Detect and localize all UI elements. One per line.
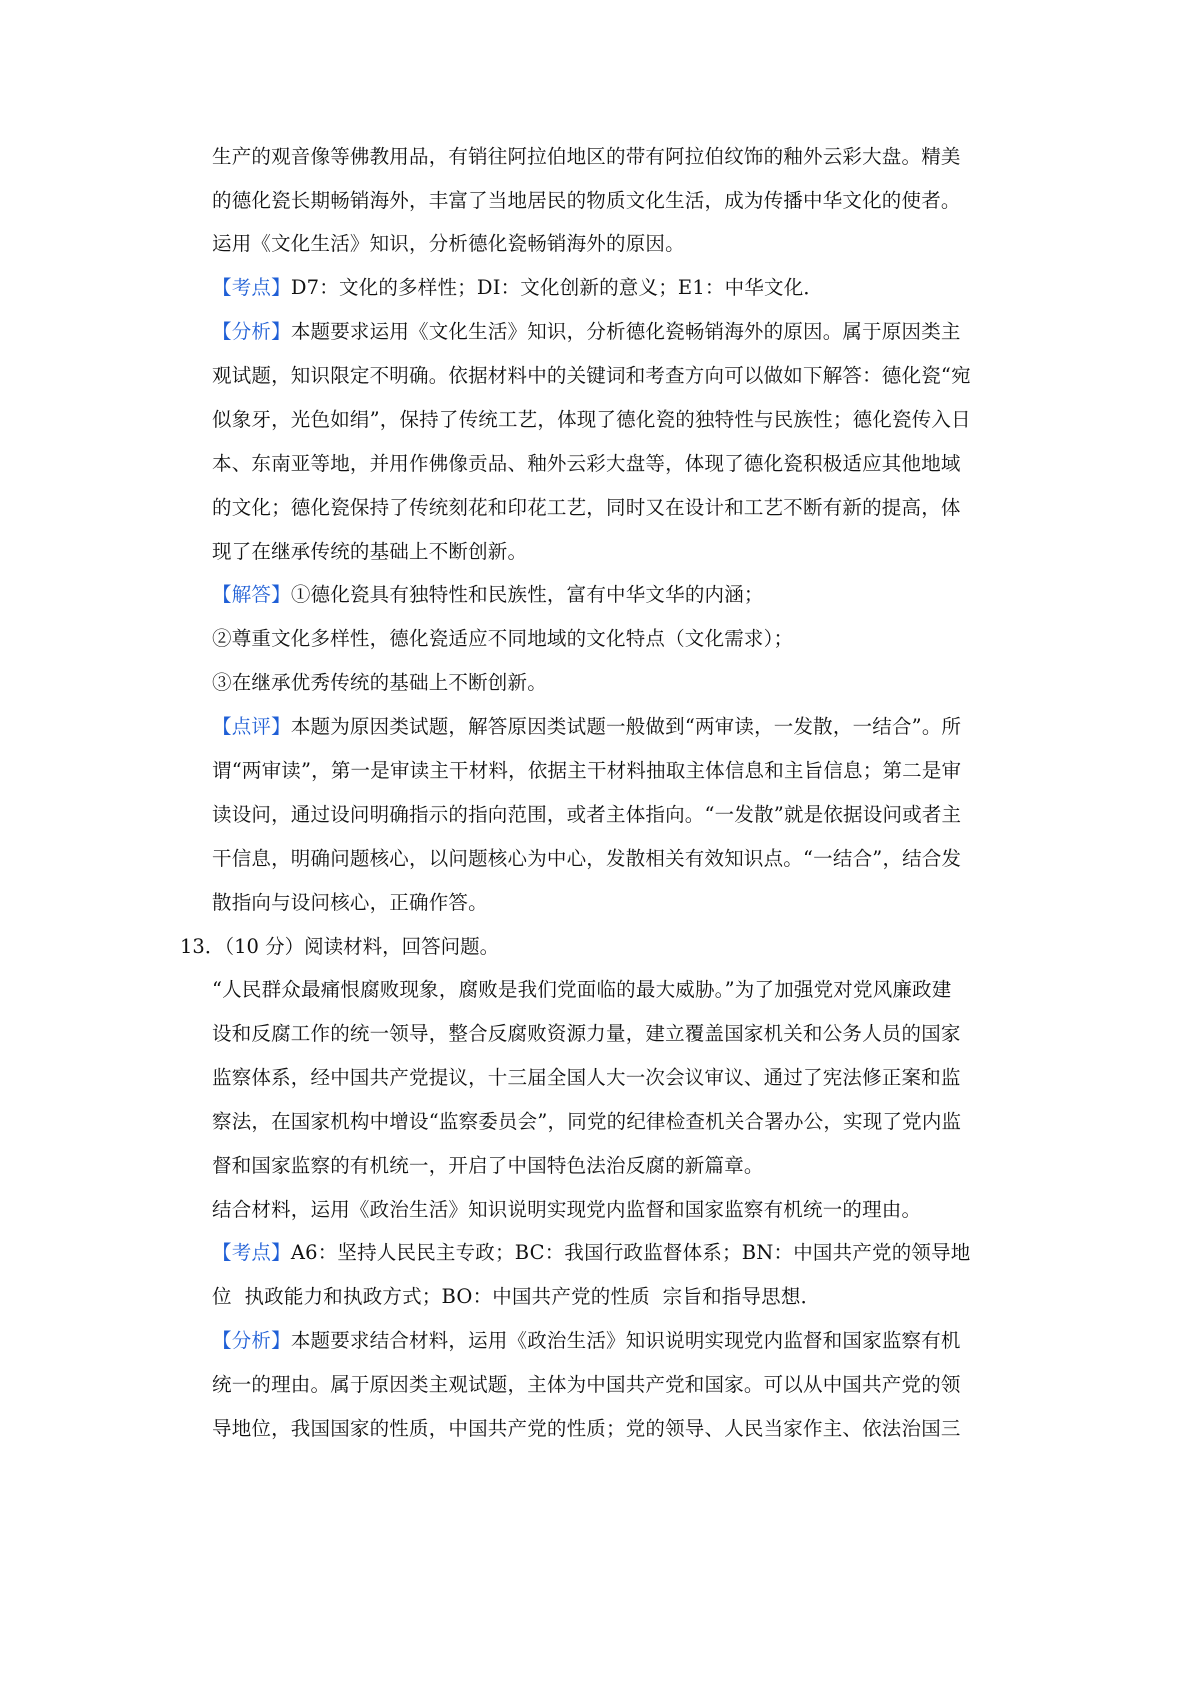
q13-heading: 13．（10 分）阅读材料，回答问题。 [180,935,500,958]
q12-kaodian [212,274,1032,302]
q12-fenxi-line: 的文化；德化瓷保持了传统刻花和印花工艺，同时又在设计和工艺不断有新的提高，体 [212,496,961,519]
q13-kaodian [212,1239,1032,1267]
jieda-text: ①德化瓷具有独特性和民族性，富有中华文华的内涵； [290,583,764,606]
q12-dianping-line: 谓“两审读”，第一是审读主干材料，依据主干材料抽取主体信息和主旨信息；第二是审 [212,759,962,782]
dianping-text: 本题为原因类试题，解答原因类试题一般做到“两审读，一发散，一结合”。所 [290,715,962,738]
q12-dianping-line: 读设问，通过设问明确指示的指向范围，或者主体指向。“一发散”就是依据设问或者主 [212,803,962,826]
fenxi-label: 【分析】 [212,320,291,343]
kaodian-text: A6：坚持人民民主专政；BC：我国行政监督体系；BN：中国共产党的领导地 [290,1241,971,1264]
q13-material-line: “人民群众最痛恨腐败现象，腐败是我们党面临的最大威胁。”为了加强党对党风廉政建 [212,978,952,1001]
q13-question-line: 结合材料，运用《政治生活》知识说明实现党内监督和国家监察有机统一的理由。 [212,1198,922,1221]
fenxi-text: 本题要求结合材料，运用《政治生活》知识说明实现党内监督和国家监察有机 [290,1329,961,1352]
q12-fenxi-line: 似象牙，光色如绢”，保持了传统工艺，体现了德化瓷的独特性与民族性；德化瓷传入日 [212,408,971,431]
q13-material-line: 察法，在国家机构中增设“监察委员会”，同党的纪律检查机关合署办公，实现了党内监 [212,1110,962,1133]
q12-dianping [212,713,1032,741]
q12-fenxi-line: 本、东南亚等地，并用作佛像贡品、釉外云彩大盘等，体现了德化瓷积极适应其他地域 [212,452,961,475]
q13-material-line: 监察体系，经中国共产党提议，十三届全国人大一次会议审议、通过了宪法修正案和监 [212,1066,961,1089]
kaodian-text: D7：文化的多样性；DI：文化创新的意义；E1：中华文化． [290,276,824,299]
q13-fenxi [212,1327,1032,1355]
jieda-label: 【解答】 [212,583,291,606]
q12-dianping-line: 散指向与设问核心，正确作答。 [212,891,488,914]
dianping-label: 【点评】 [212,715,291,738]
q12-fenxi [212,318,1032,346]
q12-jieda-line: ③在继承优秀传统的基础上不断创新。 [212,671,547,694]
q13-fenxi-line: 统一的理由。属于原因类主观试题，主体为中国共产党和国家。可以从中国共产党的领 [212,1373,961,1396]
q13-material-line: 设和反腐工作的统一领导，整合反腐败资源力量，建立覆盖国家机关和公务人员的国家 [212,1022,961,1045]
q13-kaodian-line: 位 执政能力和执政方式；BO：中国共产党的性质 宗旨和指导思想． [212,1285,821,1308]
q12-dianping-line: 干信息，明确问题核心，以问题核心为中心，发散相关有效知识点。“一结合”，结合发 [212,847,962,870]
kaodian-label: 【考点】 [212,1241,291,1264]
q12-material-line: 生产的观音像等佛教用品，有销往阿拉伯地区的带有阿拉伯纹饰的釉外云彩大盘。精美 [212,145,961,168]
q13-fenxi-line: 导地位，我国国家的性质，中国共产党的性质；党的领导、人民当家作主、依法治国三 [212,1417,961,1440]
q12-fenxi-line: 观试题，知识限定不明确。依据材料中的关键词和考查方向可以做如下解答：德化瓷“宛 [212,364,971,387]
q13-material-line: 督和国家监察的有机统一，开启了中国特色法治反腐的新篇章。 [212,1154,764,1177]
q12-material-line: 运用《文化生活》知识，分析德化瓷畅销海外的原因。 [212,232,685,255]
q12-jieda [212,581,1032,609]
q12-jieda-line: ②尊重文化多样性，德化瓷适应不同地域的文化特点（文化需求）； [212,627,794,650]
fenxi-text: 本题要求运用《文化生活》知识，分析德化瓷畅销海外的原因。属于原因类主 [290,320,961,343]
kaodian-label: 【考点】 [212,276,291,299]
fenxi-label: 【分析】 [212,1329,291,1352]
q12-material-line: 的德化瓷长期畅销海外，丰富了当地居民的物质文化生活，成为传播中华文化的使者。 [212,189,961,212]
q12-fenxi-line: 现了在继承传统的基础上不断创新。 [212,540,528,563]
